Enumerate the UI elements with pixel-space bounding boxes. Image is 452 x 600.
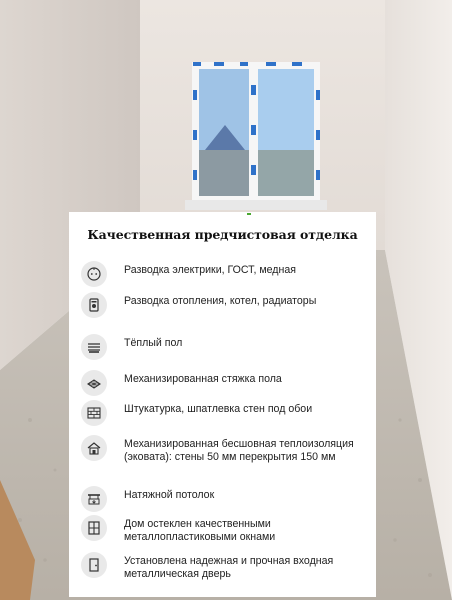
boiler-icon (81, 292, 107, 318)
door-icon (81, 552, 107, 578)
floor-heating-icon (81, 334, 107, 360)
feature-text: Тёплый пол (124, 337, 183, 349)
brick-wall-icon (81, 400, 107, 426)
feature-text: Разводка отопления, котел, радиаторы (124, 295, 317, 307)
accent-mark (247, 213, 251, 215)
feature-item (81, 373, 370, 396)
feature-item (81, 337, 370, 360)
feature-text: Установлена надежная и прочная входная металлическая дверь (124, 555, 334, 580)
feature-text: Механизированная стяжка пола (124, 373, 282, 385)
feature-text: Штукатурка, шпатлевка стен под обои (124, 403, 313, 415)
feature-item (81, 403, 370, 426)
feature-item (81, 295, 370, 318)
stretch-ceiling-icon (81, 486, 107, 512)
window-icon (81, 515, 107, 541)
feature-text: Механизированная бесшовная теплоизоляция (эковата): стены 50 мм перекрытия 150 мм (124, 438, 354, 463)
feature-item (81, 264, 370, 287)
floor-screed-grid-icon (81, 370, 107, 396)
feature-item (81, 438, 370, 464)
feature-item (81, 555, 370, 581)
feature-item (81, 518, 370, 544)
features-card (69, 212, 376, 597)
feature-text: Дом остеклен качественными металлопластиковыми окнами (124, 518, 276, 543)
feature-item (81, 489, 370, 512)
feature-text: Разводка электрики, ГОСТ, медная (124, 264, 296, 276)
insulated-house-icon (81, 435, 107, 461)
card-title: Качественная предчистовая отделка (87, 227, 358, 242)
feature-text: Натяжной потолок (124, 489, 215, 501)
electric-socket-icon (81, 261, 107, 287)
